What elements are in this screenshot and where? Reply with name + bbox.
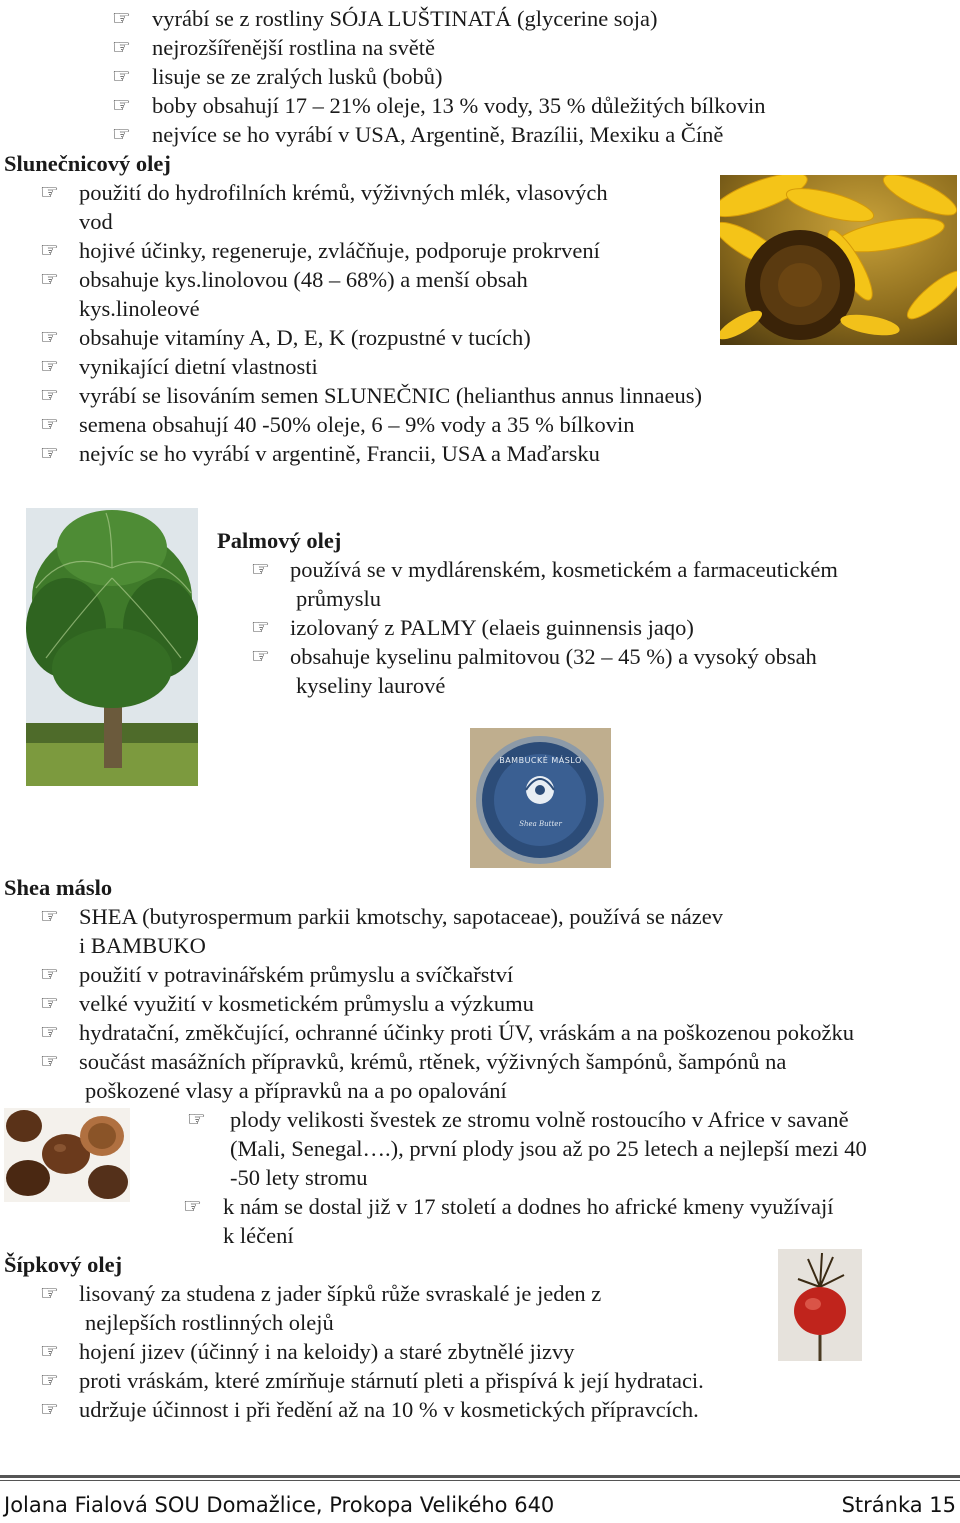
sunflower-item: semena obsahují 40 -50% oleje, 6 – 9% vody a 35 % bílkovin bbox=[79, 412, 635, 437]
pointing-hand-icon: ☞ bbox=[112, 35, 131, 59]
palm-tree-image bbox=[26, 508, 198, 786]
rosehip-item: hojení jizev (účinný i na keloidy) a staré zbytnělé jizvy bbox=[79, 1339, 575, 1364]
section-heading-palm: Palmový olej bbox=[217, 528, 342, 553]
sunflower-item-cont: vod bbox=[79, 209, 113, 234]
pointing-hand-icon: ☞ bbox=[40, 1281, 59, 1305]
section-heading-rosehip: Šípkový olej bbox=[4, 1252, 123, 1277]
pointing-hand-icon: ☞ bbox=[251, 557, 270, 581]
sunflower-item: obsahuje vitamíny A, D, E, K (rozpustné v tucích) bbox=[79, 325, 531, 350]
soja-item: lisuje se ze zralých lusků (bobů) bbox=[152, 64, 443, 89]
pointing-hand-icon: ☞ bbox=[40, 325, 59, 349]
pointing-hand-icon: ☞ bbox=[183, 1194, 202, 1218]
footer-author: Jolana Fialová SOU Domažlice, Prokopa Velikého 640 bbox=[4, 1493, 555, 1517]
section-heading-shea: Shea máslo bbox=[4, 875, 113, 900]
shea-butter-jar-image bbox=[470, 728, 611, 868]
shea-item-cont: i BAMBUKO bbox=[79, 933, 206, 958]
sunflower-item: nejvíc se ho vyrábí v argentině, Francii, USA a Maďarsku bbox=[79, 441, 600, 466]
jar-label-bottom: Shea Butter bbox=[519, 820, 562, 828]
rosehip-item: udržuje účinnost i při ředění až na 10 % v kosmetických přípravcích. bbox=[79, 1397, 699, 1422]
sunflower-item: použití do hydrofilních krémů, výživných mlék, vlasových bbox=[79, 180, 608, 205]
rosehip-image bbox=[778, 1249, 862, 1361]
soja-item: nejvíce se ho vyrábí v USA, Argentině, Brazílii, Mexiku a Číně bbox=[152, 122, 724, 147]
palm-item: izolovaný z PALMY (elaeis guinnensis jaqo) bbox=[290, 615, 694, 640]
palm-item: obsahuje kyselinu palmitovou (32 – 45 %) a vysoký obsah bbox=[290, 644, 817, 669]
pointing-hand-icon: ☞ bbox=[40, 991, 59, 1015]
pointing-hand-icon: ☞ bbox=[40, 354, 59, 378]
pointing-hand-icon: ☞ bbox=[40, 1368, 59, 1392]
page-number: Stránka 15 bbox=[841, 1493, 956, 1517]
pointing-hand-icon: ☞ bbox=[112, 93, 131, 117]
soja-item: nejrozšířenější rostlina na světě bbox=[152, 35, 436, 60]
footer-divider bbox=[0, 1475, 960, 1478]
sunflower-item: hojivé účinky, regeneruje, zvláčňuje, podporuje prokrvení bbox=[79, 238, 600, 263]
pointing-hand-icon: ☞ bbox=[40, 1049, 59, 1073]
rosehip-item: lisovaný za studena z jader šípků růže svraskalé je jeden z bbox=[79, 1281, 602, 1306]
pointing-hand-icon: ☞ bbox=[40, 1339, 59, 1363]
pointing-hand-icon: ☞ bbox=[40, 1397, 59, 1421]
shea-item-cont: -50 lety stromu bbox=[230, 1165, 368, 1190]
palm-item: používá se v mydlárenském, kosmetickém a farmaceutickém bbox=[290, 557, 838, 582]
jar-label-top: BAMBUCKÉ MÁSLO bbox=[499, 756, 582, 765]
shea-item: SHEA (butyrospermum parkii kmotschy, sapotaceae), používá se název bbox=[79, 904, 723, 929]
soja-item: boby obsahují 17 – 21% oleje, 13 % vody, 35 % důležitých bílkovin bbox=[152, 93, 766, 118]
pointing-hand-icon: ☞ bbox=[40, 962, 59, 986]
pointing-hand-icon: ☞ bbox=[251, 644, 270, 668]
shea-item: hydratační, změkčující, ochranné účinky proti ÚV, vráskám a na poškozenou pokožku bbox=[79, 1020, 854, 1045]
palm-item-cont: kyseliny laurové bbox=[296, 673, 446, 698]
shea-item: součást masážních přípravků, krémů, rtěnek, výživných šampónů, šampónů na bbox=[79, 1049, 787, 1074]
pointing-hand-icon: ☞ bbox=[40, 441, 59, 465]
pointing-hand-icon: ☞ bbox=[40, 238, 59, 262]
shea-item: použití v potravinářském průmyslu a svíčkařství bbox=[79, 962, 514, 987]
rosehip-item-cont: nejlepších rostlinných olejů bbox=[85, 1310, 334, 1335]
pointing-hand-icon: ☞ bbox=[40, 412, 59, 436]
pointing-hand-icon: ☞ bbox=[40, 1020, 59, 1044]
section-heading-sunflower: Slunečnicový olej bbox=[4, 151, 171, 176]
pointing-hand-icon: ☞ bbox=[112, 6, 131, 30]
pointing-hand-icon: ☞ bbox=[251, 615, 270, 639]
pointing-hand-icon: ☞ bbox=[40, 267, 59, 291]
pointing-hand-icon: ☞ bbox=[112, 122, 131, 146]
pointing-hand-icon: ☞ bbox=[112, 64, 131, 88]
sunflower-image bbox=[720, 175, 957, 345]
sunflower-item: vynikající dietní vlastnosti bbox=[79, 354, 318, 379]
shea-item-cont: poškozené vlasy a přípravků na a po opalování bbox=[85, 1078, 507, 1103]
shea-item-cont: (Mali, Senegal….), první plody jsou až po 25 letech a nejlepší mezi 40 bbox=[230, 1136, 867, 1161]
shea-item: plody velikosti švestek ze stromu volně rostoucího v Africe v savaně bbox=[230, 1107, 849, 1132]
shea-item: k nám se dostal již v 17 století a dodnes ho africké kmeny využívají bbox=[223, 1194, 834, 1219]
sunflower-item: vyrábí se lisováním semen SLUNEČNIC (helianthus annus linnaeus) bbox=[79, 383, 703, 408]
rosehip-item: proti vráskám, které zmírňuje stárnutí pleti a přispívá k její hydrataci. bbox=[79, 1368, 704, 1393]
shea-item: velké využití v kosmetickém průmyslu a výzkumu bbox=[79, 991, 534, 1016]
sunflower-item-cont: kys.linoleové bbox=[79, 296, 200, 321]
pointing-hand-icon: ☞ bbox=[40, 383, 59, 407]
shea-item-cont: k léčení bbox=[223, 1223, 294, 1248]
sunflower-item: obsahuje kys.linolovou (48 – 68%) a menší obsah bbox=[79, 267, 528, 292]
pointing-hand-icon: ☞ bbox=[187, 1107, 206, 1131]
pointing-hand-icon: ☞ bbox=[40, 180, 59, 204]
soja-item: vyrábí se z rostliny SÓJA LUŠTINATÁ (glycerine soja) bbox=[152, 6, 658, 31]
pointing-hand-icon: ☞ bbox=[40, 904, 59, 928]
palm-item-cont: průmyslu bbox=[296, 586, 382, 611]
shea-nuts-image bbox=[4, 1108, 130, 1202]
footer-divider-thin bbox=[0, 1480, 960, 1481]
